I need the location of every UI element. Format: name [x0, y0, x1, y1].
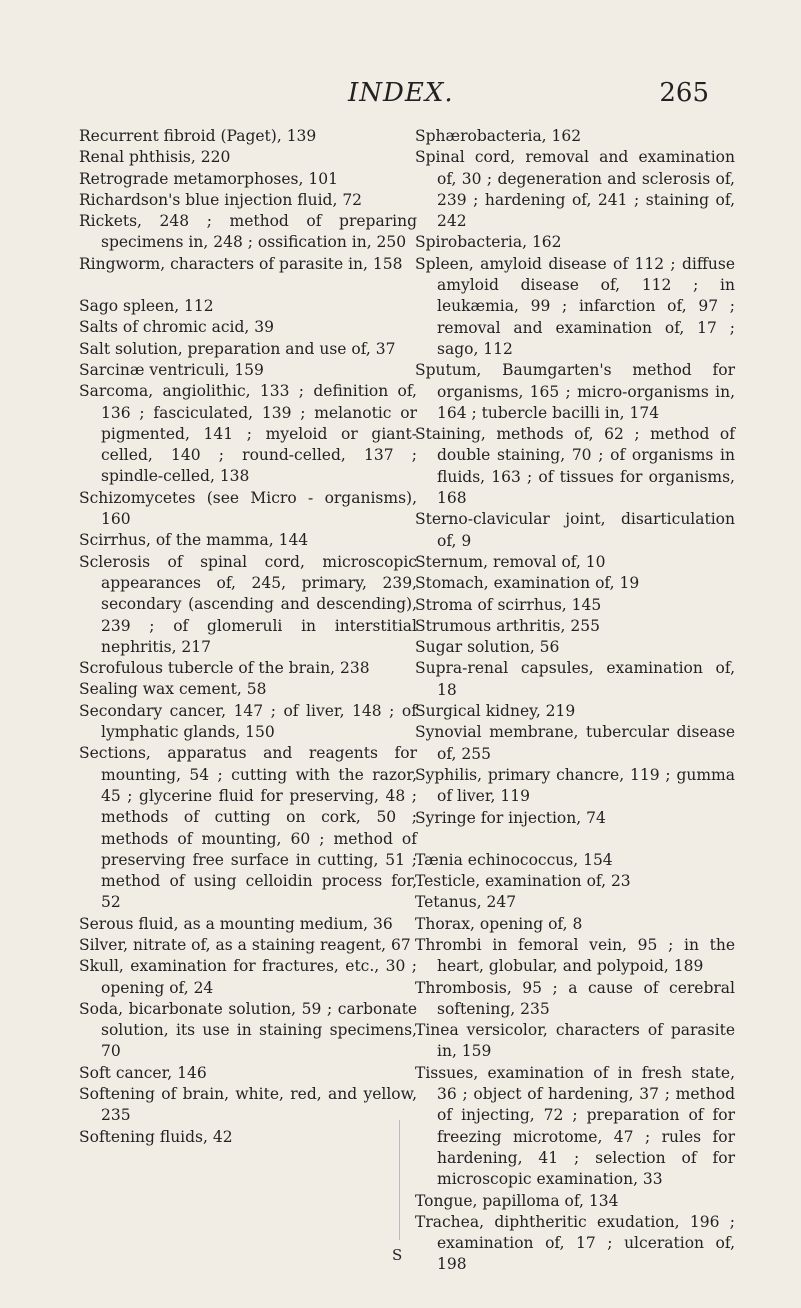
index-entry: Silver, nitrate of, as a staining reagent, 67: [79, 935, 411, 954]
index-entry: Sterno-clavicular joint, disarticulation of, 9: [415, 510, 735, 550]
index-entry: Spinal cord, removal and examination of, 30 ; degeneration and sclerosis of, 239 ; hardening of, 241 ; staining of, 242: [415, 148, 735, 231]
index-entry: Thrombosis, 95 ; a cause of cerebral softening, 235: [415, 978, 735, 1018]
index-entry: Tetanus, 247: [415, 893, 517, 912]
page-header: [0, 78, 801, 108]
index-entry: Scirrhus, of the mamma, 144: [79, 531, 309, 550]
index-entry: Sclerosis of spinal cord, microscopic appearances of, 245, primary, 239, secondary (ascending and descending), 239 ; of glomeruli in interstitial nephritis, 217: [79, 552, 417, 656]
index-entry: Strumous arthritis, 255: [415, 616, 600, 635]
index-entry: Tongue, papilloma of, 134: [415, 1191, 619, 1210]
signature-mark: S: [392, 1246, 403, 1264]
index-entry: Tissues, examination of in fresh state, 36 ; object of hardening, 37 ; method of injecting, 72 ; preparation of for freezing microtome, 47 ; rules for hardening, 41 ; selection of for microscopic examination, 33: [415, 1063, 735, 1189]
index-entry: Schizomycetes (see Micro - organisms), 160: [79, 488, 417, 529]
index-entry: Sphærobacteria, 162: [415, 127, 582, 145]
index-entry: Soft cancer, 146: [79, 1063, 207, 1082]
index-entry: Thrombi in femoral vein, 95 ; in the heart, globular, and polypoid, 189: [415, 935, 735, 976]
index-entry: Retrograde metamorphoses, 101: [79, 169, 338, 188]
index-entry: Scrofulous tubercle of the brain, 238: [79, 659, 370, 678]
index-entry: Renal phthisis, 220: [79, 148, 231, 167]
index-entry: Syringe for injection, 74: [415, 808, 606, 827]
index-entry: Softening of brain, white, red, and yellow, 235: [79, 1085, 417, 1125]
index-entry: Secondary cancer, 147 ; of liver, 148 ; of lymphatic glands, 150: [79, 701, 417, 742]
index-entry: Syphilis, primary chancre, 119 ; gumma of liver, 119: [415, 765, 735, 806]
index-entry: Rickets, 248 ; method of preparing specimens in, 248 ; ossification in, 250: [79, 212, 417, 252]
index-entry: Supra-renal capsules, examination of, 18: [415, 659, 735, 699]
index-entry: Salts of chromic acid, 39: [79, 318, 274, 337]
index-entry: Testicle, examination of, 23: [415, 872, 631, 891]
index-column-left: [79, 126, 417, 1148]
index-entry: Salt solution, preparation and use of, 37: [79, 339, 396, 358]
index-entry: Sputum, Baumgarten's method for organisms, 165 ; micro-organisms in, 164 ; tubercle bacilli in, 174: [415, 361, 735, 422]
index-entry: Surgical kidney, 219: [415, 702, 576, 721]
index-entry: Sternum, removal of, 10: [415, 552, 606, 571]
index-entry: Skull, examination for fractures, etc., 30 ; opening of, 24: [79, 957, 417, 997]
index-entry: Sago spleen, 112: [79, 297, 214, 316]
index-entry: Synovial membrane, tubercular disease of, 255: [415, 723, 735, 763]
index-entry: Trachea, diphtheritic exudation, 196 ; examination of, 17 ; ulceration of, 198: [415, 1212, 735, 1274]
index-entry: Spirobacteria, 162: [415, 233, 562, 252]
index-entry: Serous fluid, as a mounting medium, 36: [79, 914, 393, 933]
index-entry: Stomach, examination of, 19: [415, 574, 640, 593]
index-entry: Sealing wax cement, 58: [79, 680, 267, 699]
index-entry: Soda, bicarbonate solution, 59 ; carbonate solution, its use in staining specimens, 70: [79, 999, 417, 1061]
index-entry: Sarcinæ ventriculi, 159: [79, 360, 264, 379]
index-entry: Tænia echinococcus, 154: [415, 850, 613, 869]
index-entry: Recurrent fibroid (Paget), 139: [79, 127, 317, 145]
index-entry: Stroma of scirrhus, 145: [415, 595, 602, 614]
index-entry: Ringworm, characters of parasite in, 158: [79, 254, 403, 273]
column-divider: [399, 1120, 400, 1240]
index-entry: Sections, apparatus and reagents for mounting, 54 ; cutting with the razor, 45 ; glycerine fluid for preserving, 48 ; methods of cutting on cork, 50 ; methods of mounting, 60 ; method of preserving free surface in cutting, 51 ; method of using celloidin process for, 52: [79, 744, 417, 912]
index-entry: Richardson's blue injection fluid, 72: [79, 190, 363, 209]
index-entry: Staining, methods of, 62 ; method of double staining, 70 ; of organisms in fluids, 163 ; of tissues for organisms, 168: [415, 425, 735, 508]
index-entry: Sarcoma, angiolithic, 133 ; definition of, 136 ; fasciculated, 139 ; melanotic or pigmented, 141 ; myeloid or giant-celled, 140 ; round-celled, 137 ; spindle-celled, 138: [79, 382, 417, 486]
index-entry: Tinea versicolor, characters of parasite in, 159: [415, 1021, 735, 1061]
page-number: 265: [659, 78, 709, 108]
index-column-right: [415, 126, 735, 1276]
index-entry: Spleen, amyloid disease of 112 ; diffuse amyloid disease of, 112 ; in leukæmia, 99 ; infarction of, 97 ; removal and examination of, 17 ; sago, 112: [415, 254, 735, 358]
index-entry: Softening fluids, 42: [79, 1127, 233, 1146]
index-entry: Thorax, opening of, 8: [415, 914, 583, 933]
page-title: INDEX.: [348, 78, 454, 108]
index-entry: Sugar solution, 56: [415, 638, 560, 657]
